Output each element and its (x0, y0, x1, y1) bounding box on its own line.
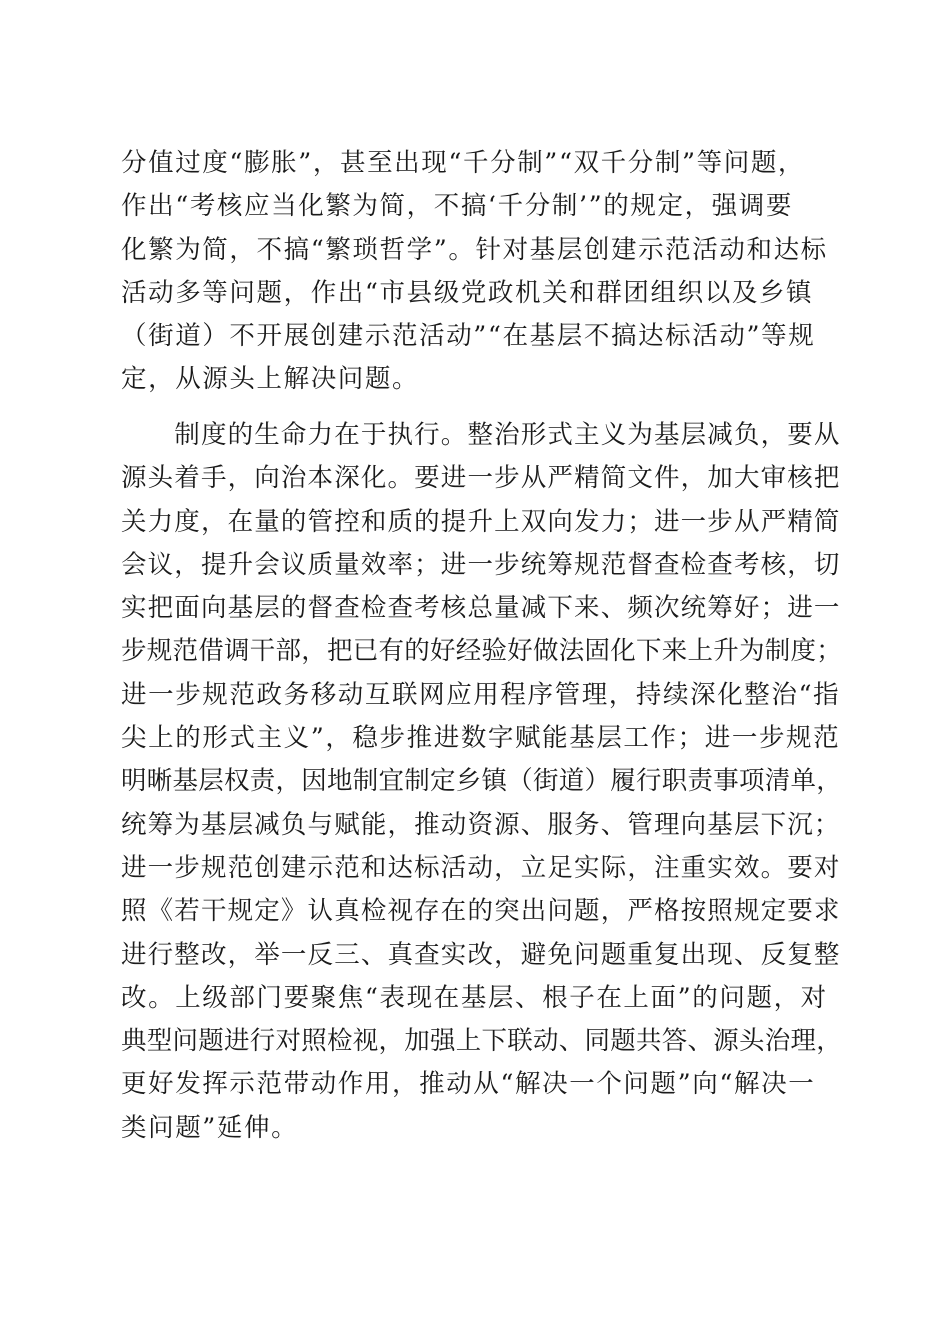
text-line: 作出“考核应当化繁为简，不搞‘千分制’”的规定，强调要 (121, 191, 793, 222)
text-line: 关力度，在量的管控和质的提升上双向发力；进一步从严精简 (121, 506, 841, 537)
text-line: 进一步规范政务移动互联网应用程序管理，持续深化整治“指 (121, 679, 841, 710)
text-line: 步规范借调干部，把已有的好经验好做法固化下来上升为制度； (121, 636, 843, 667)
text-line: 明晰基层权责，因地制宜制定乡镇（街道）履行职责事项清单， (121, 766, 843, 797)
text-line: （街道）不开展创建示范活动”“在基层不搞达标活动”等规 (121, 321, 816, 352)
text-line: 化繁为简，不搞“繁琐哲学”。针对基层创建示范活动和达标 (121, 234, 828, 265)
text-line: 定，从源头上解决问题。 (121, 364, 420, 395)
text-line: 分值过度“膨胀”，甚至出现“千分制”“双千分制”等问题， (121, 148, 806, 178)
text-line: 会议，提升会议质量效率；进一步统筹规范督查检查考核，切 (121, 549, 841, 580)
text-line: 源头着手，向治本深化。要进一步从严精简文件，加大审核把 (121, 463, 841, 494)
text-line: 实把面向基层的督查检查考核总量减下来、频次统筹好；进一 (121, 593, 841, 624)
text-line: 统筹为基层减负与赋能，推动资源、服务、管理向基层下沉； (121, 809, 841, 840)
text-line: 尖上的形式主义”，稳步推进数字赋能基层工作；进一步规范 (121, 723, 841, 754)
text-line: 照《若干规定》认真检视存在的突出问题，严格按照规定要求 (121, 896, 841, 927)
text-line: 制度的生命力在于执行。整治形式主义为基层减负，要从 (121, 420, 841, 450)
paragraph-1 (121, 142, 841, 402)
text-line: 进行整改，举一反三、真查实改，避免问题重复出现、反复整 (121, 939, 841, 970)
text-line: 活动多等问题，作出“市县级党政机关和群团组织以及乡镇 (121, 277, 814, 308)
paragraph-2 (121, 414, 841, 1150)
text-line: 典型问题进行对照检视，加强上下联动、同题共答、源头治理， (121, 1026, 843, 1057)
text-line: 进一步规范创建示范和达标活动，立足实际，注重实效。要对 (121, 852, 841, 883)
text-line: 更好发挥示范带动作用，推动从“解决一个问题”向“解决一 (121, 1069, 816, 1100)
text-line: 类问题”延伸。 (121, 1112, 299, 1143)
text-line: 改。上级部门要聚焦“表现在基层、根子在上面”的问题，对 (121, 982, 828, 1013)
